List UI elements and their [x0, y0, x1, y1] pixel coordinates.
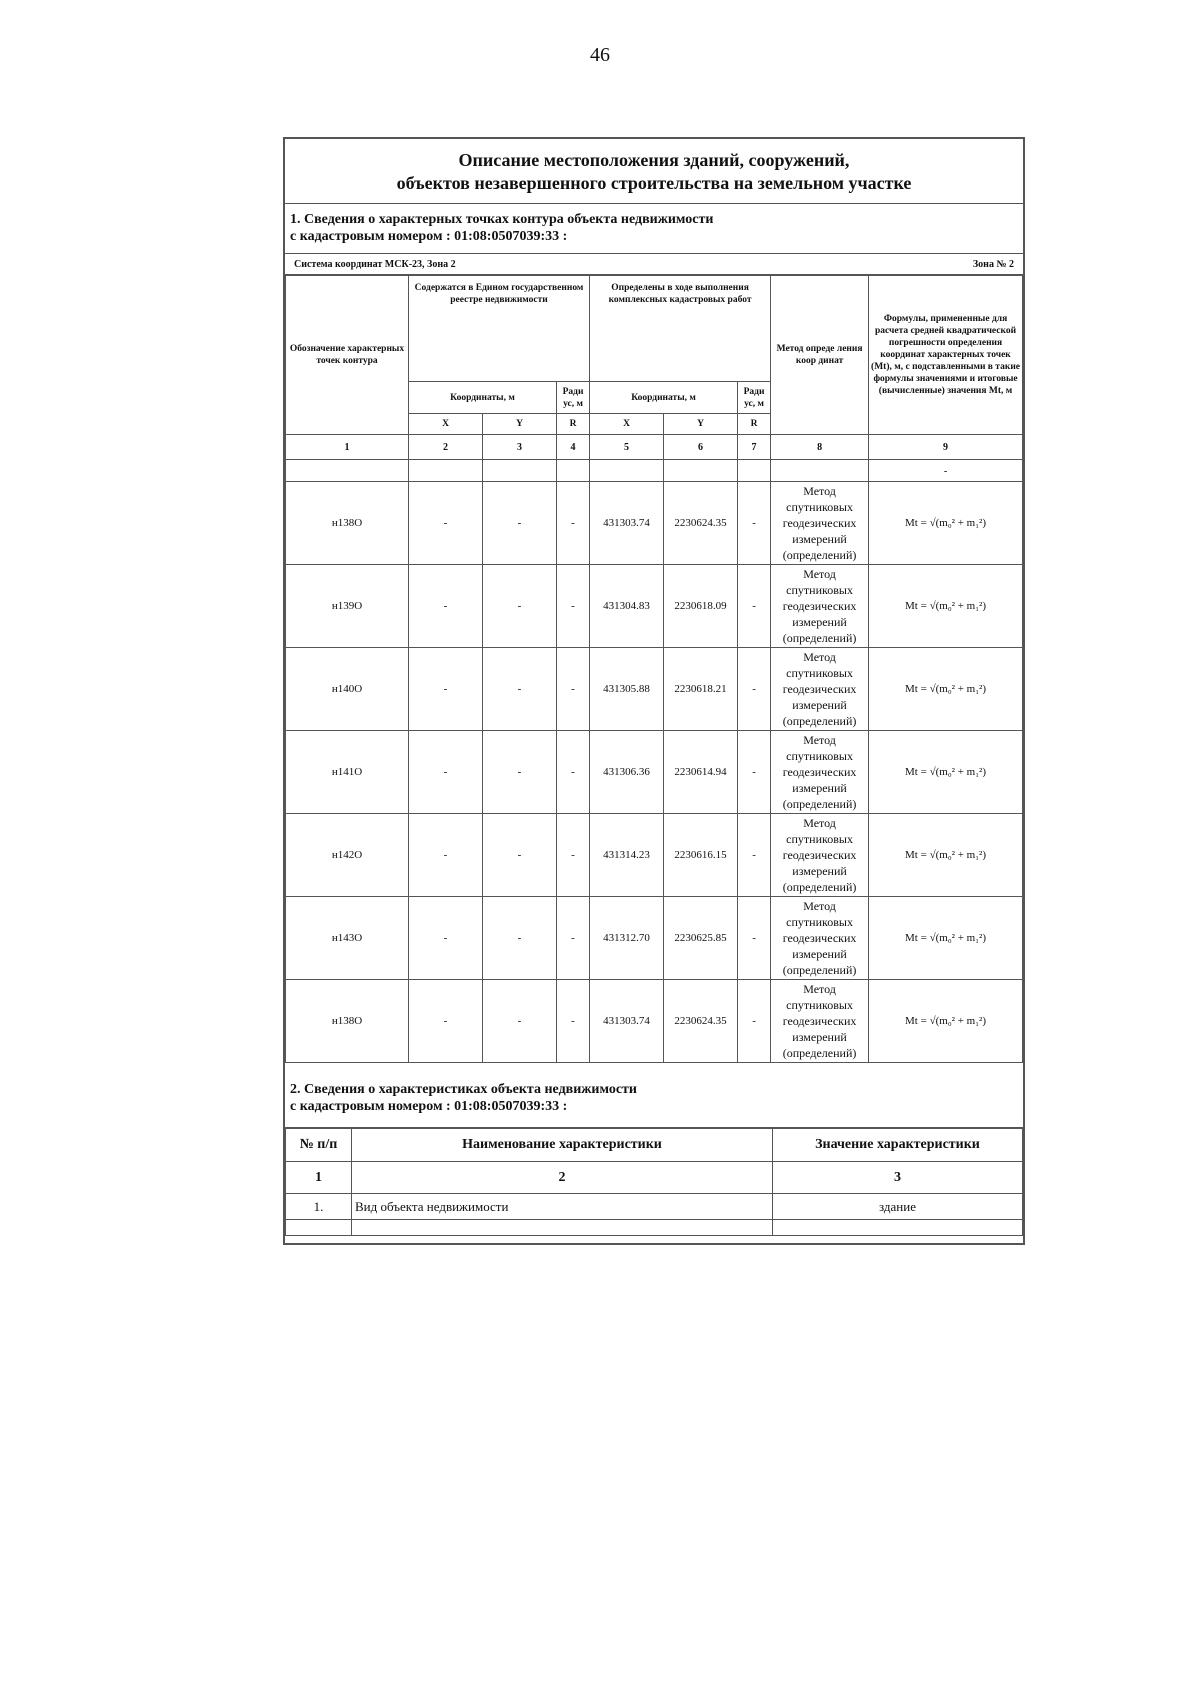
egrn-x: - [409, 648, 483, 731]
coord-x: 431304.83 [590, 565, 664, 648]
formula: Mt = √(m₀² + m₁²) [869, 980, 1023, 1063]
section-2-heading [285, 1063, 1023, 1128]
header-point-designation: Обозначение характерных точек контура [286, 276, 409, 435]
coord-r: - [738, 980, 771, 1063]
egrn-y: - [483, 482, 557, 565]
coord-r: - [738, 731, 771, 814]
method: Метод спутниковых геодезических измерений (определений) [771, 482, 869, 565]
col-num-5: 5 [590, 435, 664, 460]
egrn-x: - [409, 980, 483, 1063]
egrn-x: - [409, 731, 483, 814]
point-name: н138О [286, 482, 409, 565]
column-number-row [286, 435, 1023, 460]
section-1-line-2: с кадастровым номером : 01:08:0507039:33 : [290, 229, 568, 244]
char-value: здание [773, 1194, 1023, 1220]
char-col-num-2: 2 [352, 1162, 773, 1194]
coord-y: 2230614.94 [664, 731, 738, 814]
point-name: н143О [286, 897, 409, 980]
page-number: 46 [590, 44, 610, 66]
coord-r: - [738, 648, 771, 731]
section-2-line-1: 2. Сведения о характеристиках объекта недвижимости [290, 1082, 637, 1097]
header-kkr-y: Y [664, 414, 738, 435]
formula: Mt = √(m₀² + m₁²) [869, 648, 1023, 731]
formula: Mt = √(m₀² + m₁²) [869, 731, 1023, 814]
coord-y: 2230618.21 [664, 648, 738, 731]
method: Метод спутниковых геодезических измерений (определений) [771, 814, 869, 897]
header-egrn-coords: Координаты, м [409, 382, 557, 414]
section-1-heading [285, 204, 1023, 254]
char-num: 1. [286, 1194, 352, 1220]
col-num-6: 6 [664, 435, 738, 460]
coord-r: - [738, 565, 771, 648]
egrn-x: - [409, 897, 483, 980]
coord-x: 431306.36 [590, 731, 664, 814]
section-2-line-2: с кадастровым номером : 01:08:0507039:33 : [290, 1099, 568, 1114]
header-kkr-x: X [590, 414, 664, 435]
formula: Mt = √(m₀² + m₁²) [869, 897, 1023, 980]
egrn-y: - [483, 897, 557, 980]
egrn-y: - [483, 565, 557, 648]
char-name: Вид объекта недвижимости [352, 1194, 773, 1220]
point-row [286, 897, 1023, 980]
method: Метод спутниковых геодезических измерений (определений) [771, 897, 869, 980]
header-egrn-x: X [409, 414, 483, 435]
method: Метод спутниковых геодезических измерений (определений) [771, 980, 869, 1063]
header-method: Метод опреде ления коор динат [771, 276, 869, 435]
header-egrn: Содержатся в Едином государственном реестре недвижимости [409, 276, 590, 382]
method: Метод спутниковых геодезических измерений (определений) [771, 648, 869, 731]
egrn-y: - [483, 980, 557, 1063]
egrn-y: - [483, 814, 557, 897]
point-name: н140О [286, 648, 409, 731]
col-num-2: 2 [409, 435, 483, 460]
coord-r: - [738, 814, 771, 897]
point-row [286, 814, 1023, 897]
section-1-line-1: 1. Сведения о характерных точках контура объекта недвижимости [290, 212, 714, 227]
char-blank-row [286, 1220, 1023, 1236]
egrn-r: - [557, 648, 590, 731]
method: Метод спутниковых геодезических измерений (определений) [771, 565, 869, 648]
point-name: н138О [286, 980, 409, 1063]
coord-y: 2230618.09 [664, 565, 738, 648]
point-rows [286, 482, 1023, 1063]
title-line-1: Описание местоположения зданий, сооружений, [458, 150, 850, 170]
char-header-name: Наименование характеристики [352, 1129, 773, 1162]
egrn-r: - [557, 814, 590, 897]
egrn-x: - [409, 482, 483, 565]
coord-r: - [738, 897, 771, 980]
coord-x: 431312.70 [590, 897, 664, 980]
coord-x: 431303.74 [590, 482, 664, 565]
header-kkr-coords: Координаты, м [590, 382, 738, 414]
characteristics-table [285, 1128, 1023, 1236]
egrn-r: - [557, 980, 590, 1063]
egrn-r: - [557, 482, 590, 565]
point-row [286, 482, 1023, 565]
char-header-value: Значение характеристики [773, 1129, 1023, 1162]
empty-row [286, 460, 1023, 482]
char-header-num: № п/п [286, 1129, 352, 1162]
header-kkr-radius: Ради ус, м [738, 382, 771, 414]
egrn-y: - [483, 731, 557, 814]
point-row [286, 648, 1023, 731]
egrn-y: - [483, 648, 557, 731]
coord-system-label: Система координат МСК-23, Зона 2 [294, 258, 456, 270]
header-egrn-r: R [557, 414, 590, 435]
char-col-num-3: 3 [773, 1162, 1023, 1194]
header-egrn-y: Y [483, 414, 557, 435]
coord-system-row [285, 254, 1023, 275]
point-row [286, 980, 1023, 1063]
title-line-2: объектов незавершенного строительства на земельном участке [396, 173, 912, 193]
header-kkr-r: R [738, 414, 771, 435]
coord-x: 431305.88 [590, 648, 664, 731]
empty-row-dash: - [869, 460, 1023, 482]
coord-y: 2230624.35 [664, 980, 738, 1063]
char-col-num-1: 1 [286, 1162, 352, 1194]
coord-x: 431303.74 [590, 980, 664, 1063]
method: Метод спутниковых геодезических измерений (определений) [771, 731, 869, 814]
col-num-3: 3 [483, 435, 557, 460]
point-name: н139О [286, 565, 409, 648]
point-row [286, 731, 1023, 814]
characteristic-row [286, 1194, 1023, 1220]
col-num-4: 4 [557, 435, 590, 460]
col-num-7: 7 [738, 435, 771, 460]
point-name: н142О [286, 814, 409, 897]
coord-r: - [738, 482, 771, 565]
egrn-r: - [557, 565, 590, 648]
formula: Mt = √(m₀² + m₁²) [869, 814, 1023, 897]
header-formula: Формулы, примененные для расчета средней квадратической погрешности определения координат характерных точек (Mt), м, с подставленными в такие формулы значениями и итоговые (вычисленные) значения Mt, м [869, 276, 1023, 435]
coord-x: 431314.23 [590, 814, 664, 897]
point-row [286, 565, 1023, 648]
header-kkr: Определены в ходе выполнения комплексных кадастровых работ [590, 276, 771, 382]
header-egrn-radius: Ради ус, м [557, 382, 590, 414]
points-table [285, 275, 1023, 1063]
point-name: н141О [286, 731, 409, 814]
egrn-r: - [557, 731, 590, 814]
col-num-8: 8 [771, 435, 869, 460]
egrn-x: - [409, 565, 483, 648]
coord-y: 2230625.85 [664, 897, 738, 980]
document-frame [283, 137, 1025, 1245]
col-num-1: 1 [286, 435, 409, 460]
document-title [285, 139, 1023, 204]
col-num-9: 9 [869, 435, 1023, 460]
formula: Mt = √(m₀² + m₁²) [869, 565, 1023, 648]
zone-label: Зона № 2 [972, 258, 1014, 270]
coord-y: 2230616.15 [664, 814, 738, 897]
egrn-x: - [409, 814, 483, 897]
egrn-r: - [557, 897, 590, 980]
coord-y: 2230624.35 [664, 482, 738, 565]
formula: Mt = √(m₀² + m₁²) [869, 482, 1023, 565]
